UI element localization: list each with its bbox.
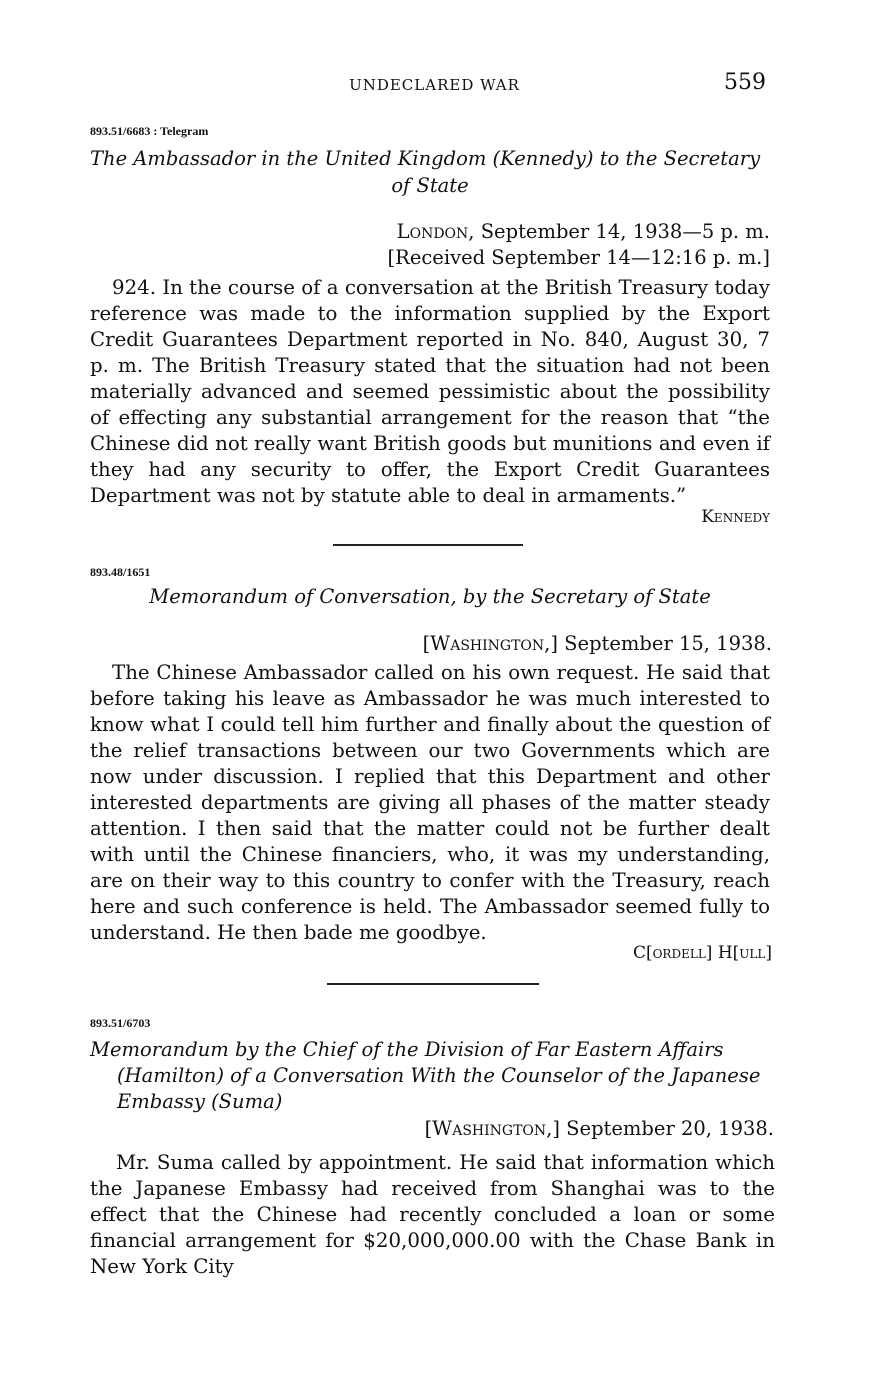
doc2-dateline [300, 631, 772, 657]
doc1-date: , September 14, 1938—5 p. m. [468, 220, 770, 243]
doc1-received: [Received September 14—12:16 p. m.] [387, 246, 770, 269]
doc1-file-number: 893.51/6683 : Telegram [90, 124, 209, 138]
running-title: UNDECLARED WAR [349, 76, 520, 94]
doc3-file-number: 893.51/6703 [90, 1016, 151, 1030]
doc1-dateline [300, 219, 770, 245]
doc2-body: The Chinese Ambassador called on his own request. He said that before taking his leave as Ambassador he was much interested to know what I could tell him further and finally about the question of the relief transactions between our two Governments which are now under discussion. I replied that this Department and other interested departments are giving all phases of the matter steady attention. I then said that the matter could not be further dealt with until the Chinese financiers, who, it was my understanding, are on their way to this country to confer with the Treasury, reach here and such conference is held. The Ambassador seemed fully to understand. He then bade me goodbye. [90, 661, 770, 944]
doc3-bracket-open: [ [424, 1117, 433, 1140]
doc2-file-number: 893.48/1651 [90, 565, 151, 579]
doc3-title-line3: Embassy (Suma) [117, 1090, 283, 1113]
doc2-bracket-open: [ [422, 632, 431, 655]
doc1-title-line2: of State [391, 174, 469, 197]
doc2-place: Washington [430, 632, 545, 655]
doc1-body: 924. In the course of a conversation at the British Treasury today reference was made to the information supplied by the Export Credit Guarantees Department reported in No. 840, August 30, 7 p. m. The British Treasury stated that the situation had not been materially advanced and seemed pessimistic about the possibility of effecting any substantial arrangement for the reason that “the Chinese did not really want British goods but munitions and even if they had any security to offer, the Export Credit Guarantees Department was not by statute able to deal in armaments.” [90, 276, 770, 507]
sig-end: ] [765, 943, 772, 963]
divider-rule [333, 544, 523, 546]
sig-c: C[ [632, 943, 653, 963]
sig-h: ] H[ [705, 943, 740, 963]
page-number: 559 [724, 70, 766, 95]
doc1-place: London [396, 220, 469, 243]
doc3-dateline [300, 1116, 774, 1142]
doc3-body: Mr. Suma called by appointment. He said that information which the Japanese Embassy had received from Shanghai was to the effect that the Chinese had recently concluded a loan or some financial arrangement for $20,000,000.00 with the Chase Bank in New York City [90, 1151, 775, 1278]
doc3-bracket-close: ,] [546, 1117, 560, 1140]
doc3-title-line1: Memorandum by the Chief of the Division of Far Eastern Affairs [90, 1038, 724, 1061]
sig-c-rest: ordell [652, 943, 706, 963]
doc3-date: September 20, 1938. [559, 1117, 774, 1140]
doc2-signature [500, 943, 772, 963]
doc2-title: Memorandum of Conversation, by the Secretary of State [149, 585, 711, 608]
doc2-date: September 15, 1938. [557, 632, 772, 655]
doc1-title-line1: The Ambassador in the United Kingdom (Kennedy) to the Secretary [90, 147, 761, 170]
doc2-bracket-close: ,] [544, 632, 558, 655]
doc3-title-line2: (Hamilton) of a Conversation With the Counselor of the Japanese [117, 1064, 761, 1087]
sig-h-rest: ull [739, 943, 766, 963]
doc3-place: Washington [432, 1117, 547, 1140]
doc1-signature: Kennedy [701, 507, 770, 527]
divider-rule [327, 983, 539, 985]
